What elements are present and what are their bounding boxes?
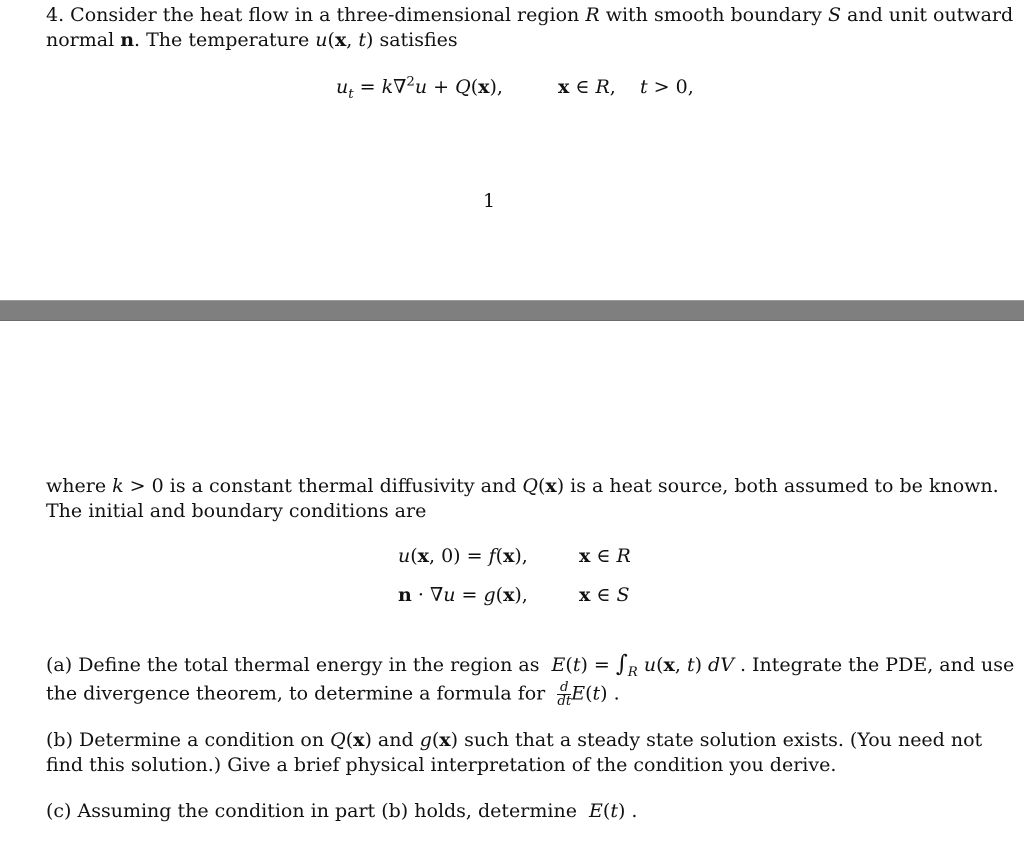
- problem-line-2: normal n. The temperature u(x, t) satisfies: [46, 29, 458, 51]
- heat-equation: $u_t = k\nabla^2u + Q(x)$,: [336, 74, 503, 102]
- boundary-condition: n · ∇u = g(x),: [398, 584, 528, 606]
- part-b: [46, 728, 991, 778]
- problem-statement: [46, 3, 1014, 53]
- part-a-line-1: (a) Define the total thermal energy in the region as $E(t) = \int_R$ u(x, t) dV . Integrate the PDE, and use: [46, 651, 1015, 680]
- initial-condition-domain: x ∈ R: [579, 545, 631, 567]
- problem-line-1: 4. Consider the heat flow in a three-dimensional region R with smooth boundary S and unit outward: [46, 4, 1014, 26]
- page-separator: [0, 300, 1024, 321]
- page-top: [0, 0, 1024, 300]
- continuation-line-2: The initial and boundary conditions are: [46, 500, 427, 522]
- part-a-line-2: the divergence theorem, to determine a formula for $\frac{d}{dt}$ E(t) .: [46, 680, 620, 710]
- continuation-text: [46, 474, 999, 524]
- page-number: 1: [483, 190, 496, 212]
- part-b-line-1: (b) Determine a condition on Q(x) and g(x) such that a steady state solution exists. (You need not: [46, 729, 983, 751]
- part-a: [46, 651, 1015, 710]
- continuation-line-1: where k > 0 is a constant thermal diffusivity and Q(x) is a heat source, both assumed to be known.: [46, 475, 999, 497]
- heat-equation-domain: x ∈ R, t > 0,: [558, 76, 694, 98]
- part-c: [46, 799, 991, 824]
- boundary-condition-domain: x ∈ S: [579, 584, 630, 606]
- part-b-line-2: find this solution.) Give a brief physical interpretation of the condition you derive.: [46, 754, 837, 776]
- part-c-line: (c) Assuming the condition in part (b) holds, determine E(t) .: [46, 800, 638, 822]
- initial-condition: u(x, 0) = f(x),: [398, 545, 528, 567]
